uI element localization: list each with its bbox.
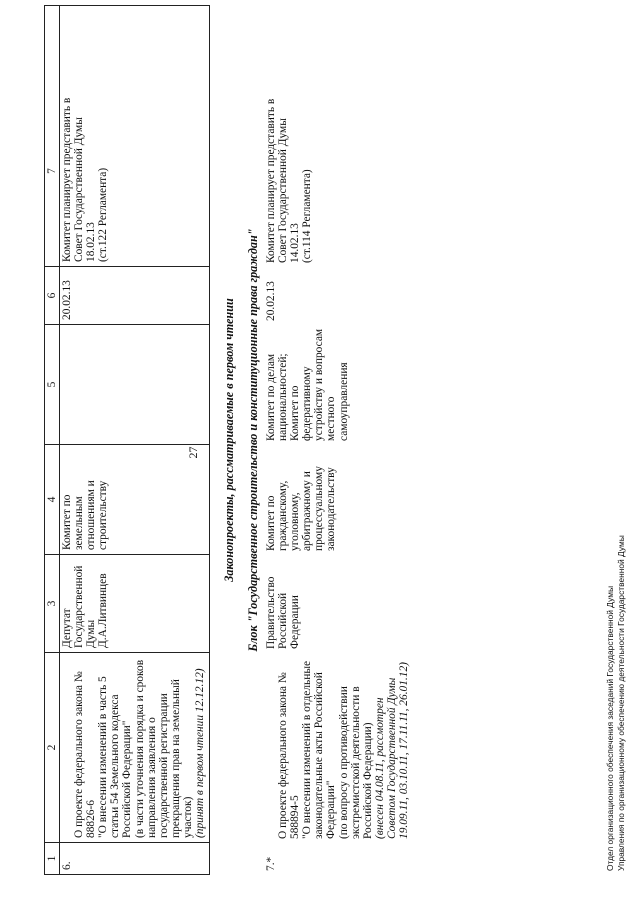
section-title-first-reading: Законопроекты, рассматриваемые в первом чтении bbox=[222, 298, 236, 582]
review-date: 20.02.13 bbox=[265, 281, 277, 321]
section-title-block: Блок "Государственное строительство и конституционные права граждан" bbox=[246, 228, 260, 652]
bill-note: (внесен 04.08.11, рассмотрен Советом Государственной Думы 19.09.11, 03.10.11, 17.11.11, 26.01.12) bbox=[373, 662, 411, 839]
responsible-committee: Комитет по гражданскому, уголовному, арбитражному и процессуальному законодательству bbox=[265, 466, 338, 551]
table-header-row bbox=[44, 5, 60, 875]
column-header: 6 bbox=[45, 266, 59, 324]
agenda-table bbox=[44, 5, 210, 875]
bill-initiator: Депутат Государственной Думы Д.А.Литвинцев bbox=[60, 554, 209, 652]
bill-description bbox=[264, 653, 429, 843]
row-number: 7.* bbox=[265, 856, 277, 871]
co-committee: Комитет по делам национальностей; Комитет по федеративному устройству и вопросам местного самоуправления bbox=[265, 328, 350, 441]
review-date: 20.02.13 bbox=[60, 266, 209, 324]
column-header: 5 bbox=[45, 324, 59, 444]
co-committee bbox=[60, 324, 209, 444]
committee-plan: Комитет планирует представить в Совет Государственной Думы 14.02.13 (ст.114 Регламента) bbox=[265, 98, 314, 263]
column-header: 3 bbox=[45, 554, 59, 652]
bill-title: О проекте федерального закона № 588894-5 "О внесении изменений в отдельные законодательные акты Российской Федерации" (по вопросу о противодействии экстремистской деятельности в Российской Федерации) bbox=[277, 660, 374, 839]
table-row bbox=[60, 5, 210, 875]
column-header: 7 bbox=[46, 168, 58, 174]
column-header: 2 bbox=[45, 652, 59, 842]
committee-plan: Комитет планирует представить в Совет Государственной Думы 18.02.13 (ст.122 Регламента) bbox=[61, 97, 110, 262]
footer-department: Отдел организационного обеспечения заседаний Государственной Думы bbox=[605, 585, 615, 871]
column-header: 4 bbox=[45, 444, 59, 554]
footer-directorate: Управления по организационному обеспечению деятельности Государственной Думы bbox=[616, 535, 626, 871]
bill-note: (принят в первом чтении 12.12.12) bbox=[194, 668, 207, 838]
bill-initiator: Правительство Российской Федерации bbox=[265, 576, 302, 649]
column-header: 1 bbox=[45, 842, 59, 874]
row-number: 6. bbox=[60, 842, 209, 874]
bill-description bbox=[60, 652, 209, 842]
page-number: 27 bbox=[186, 446, 200, 459]
bill-title: О проекте федерального закона № 88826-6 "О внесении изменений в часть 5 статьи 54 Земельного кодекса Российской Федерации" (в части уточнения порядка и сроков направления заявления о государственной регистрации прекращения прав на земельный участок) bbox=[73, 659, 194, 838]
table-row bbox=[264, 5, 429, 875]
responsible-committee: Комитет по земельным отношениям и строительству bbox=[60, 444, 209, 554]
